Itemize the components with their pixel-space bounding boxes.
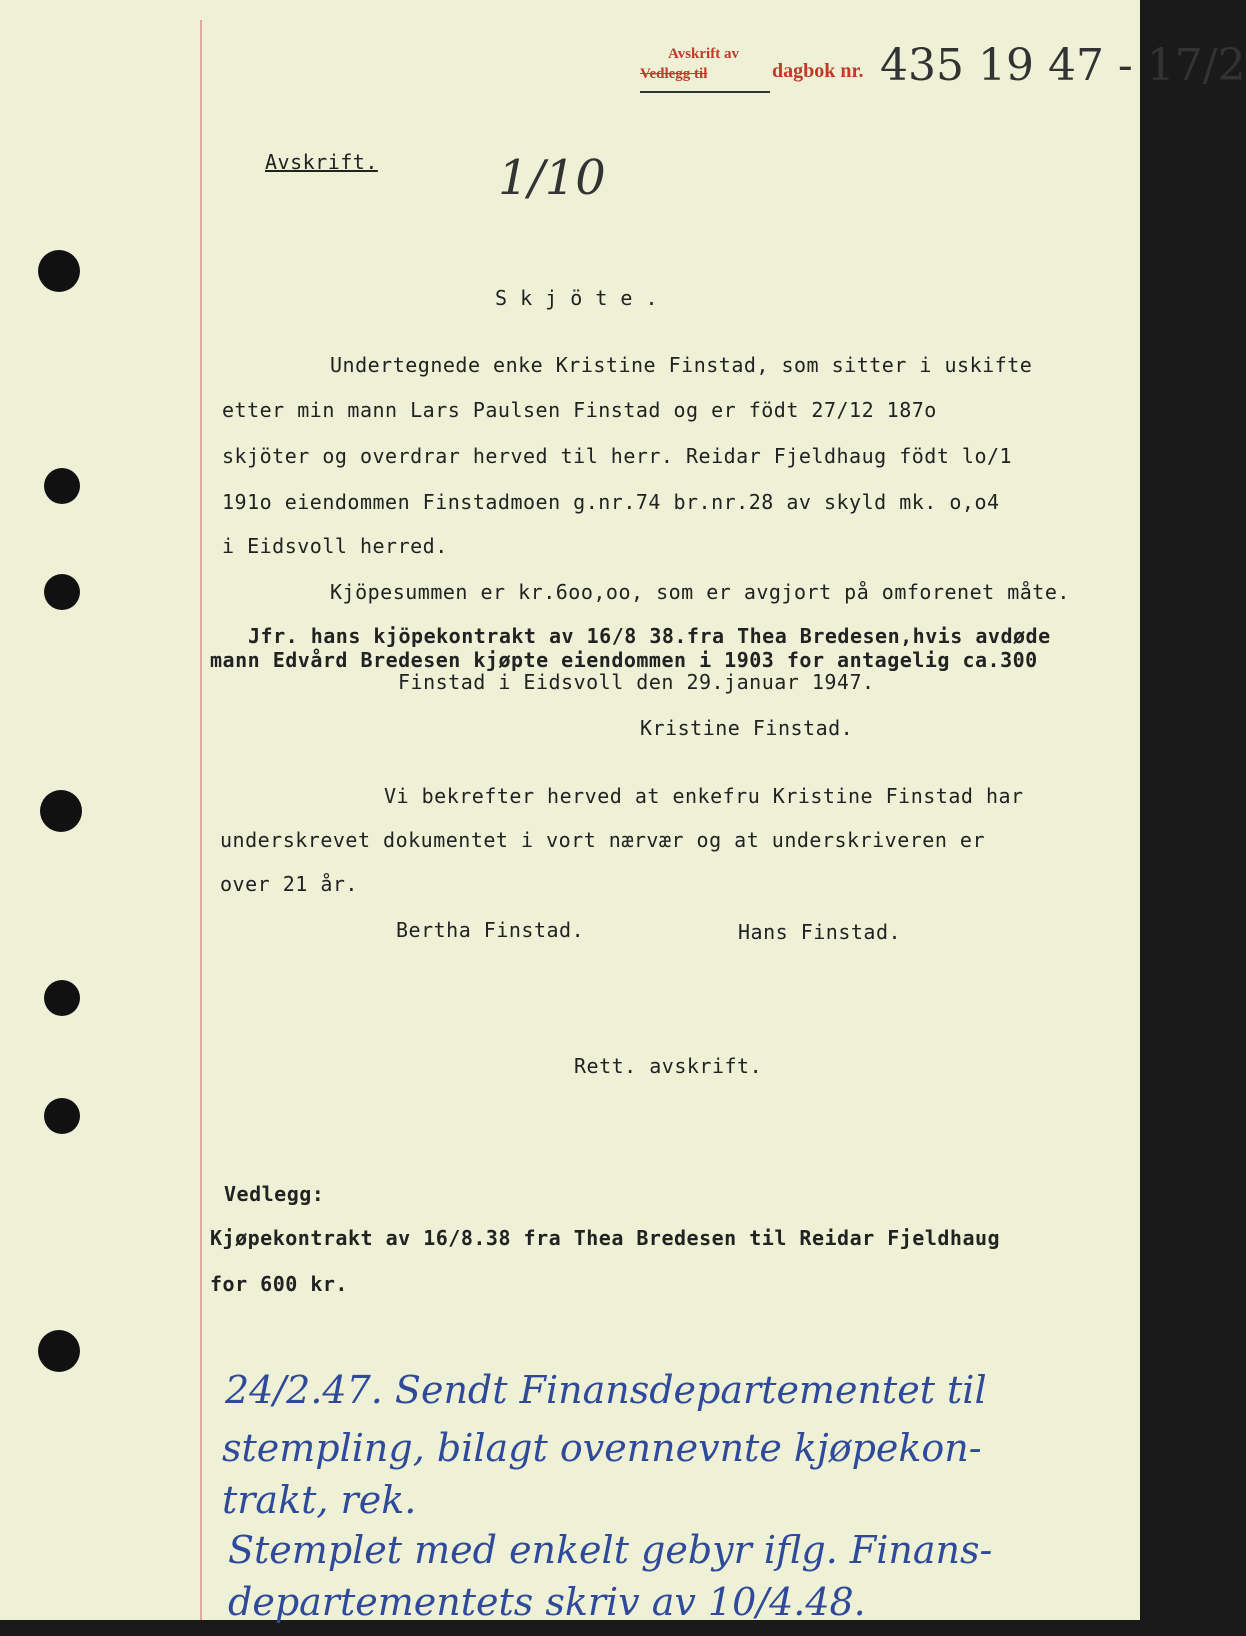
handwritten-note: departementets skriv av 10/4.48. <box>228 1580 866 1624</box>
doc-heading: Avskrift. <box>265 150 378 174</box>
witness-signature-1: Bertha Finstad. <box>396 918 585 942</box>
witness-line: Vi bekrefter herved at enkefru Kristine Finstad har <box>384 784 1024 808</box>
punch-hole <box>44 980 80 1016</box>
certified-copy: Rett. avskrift. <box>574 1054 763 1078</box>
body-line: etter min mann Lars Paulsen Finstad og er födt 27/12 187o <box>222 398 937 422</box>
place-date: Finstad i Eidsvoll den 29.januar 1947. <box>398 670 875 694</box>
stamp-label: dagbok nr. <box>772 60 864 82</box>
witness-line: over 21 år. <box>220 872 358 896</box>
margin-rule <box>200 20 202 1620</box>
attachment-heading: Vedlegg: <box>224 1182 325 1206</box>
insert-line: Jfr. hans kjöpekontrakt av 16/8 38.fra Thea Bredesen,hvis avdøde <box>248 624 1051 648</box>
attachment-line: for 600 kr. <box>210 1272 348 1296</box>
punch-hole <box>38 250 80 292</box>
handwritten-note: trakt, rek. <box>222 1478 417 1522</box>
punch-hole <box>44 1098 80 1134</box>
stamp-line2: Vedlegg til <box>640 66 708 82</box>
diary-number: 435 19 47 - 17/2 <box>880 40 1246 91</box>
witness-signature-2: Hans Finstad. <box>738 920 902 944</box>
doc-title: S k j ö t e . <box>495 286 659 310</box>
handwritten-note: Stemplet med enkelt gebyr iflg. Finans- <box>228 1528 993 1572</box>
body-line: i Eidsvoll herred. <box>222 534 448 558</box>
handwritten-mark: 1/10 <box>498 150 606 206</box>
body-line: 191o eiendommen Finstadmoen g.nr.74 br.nr.28 av skyld mk. o,o4 <box>222 490 1000 514</box>
stamp-strike <box>640 91 770 93</box>
body-line: Kjöpesummen er kr.6oo,oo, som er avgjort på omforenet måte. <box>330 580 1070 604</box>
body-line: skjöter og overdrar herved til herr. Reidar Fjeldhaug födt lo/1 <box>222 444 1013 468</box>
witness-line: underskrevet dokumentet i vort nærvær og at underskriveren er <box>220 828 986 852</box>
punch-hole <box>44 468 80 504</box>
handwritten-note: stempling, bilagt ovennevnte kjøpekon- <box>222 1426 982 1470</box>
attachment-line: Kjøpekontrakt av 16/8.38 fra Thea Bredesen til Reidar Fjeldhaug <box>210 1226 1001 1250</box>
insert-line: mann Edvård Bredesen kjøpte eiendommen i 1903 for antagelig ca.300 <box>210 648 1038 672</box>
handwritten-note: 24/2.47. Sendt Finansdepartementet til <box>225 1368 987 1412</box>
body-line: Undertegnede enke Kristine Finstad, som sitter i uskifte <box>330 353 1033 377</box>
punch-hole <box>38 1330 80 1372</box>
stamp-line1: Avskrift av <box>668 46 739 62</box>
punch-hole <box>40 790 82 832</box>
punch-hole <box>44 574 80 610</box>
signature-seller: Kristine Finstad. <box>640 716 854 740</box>
